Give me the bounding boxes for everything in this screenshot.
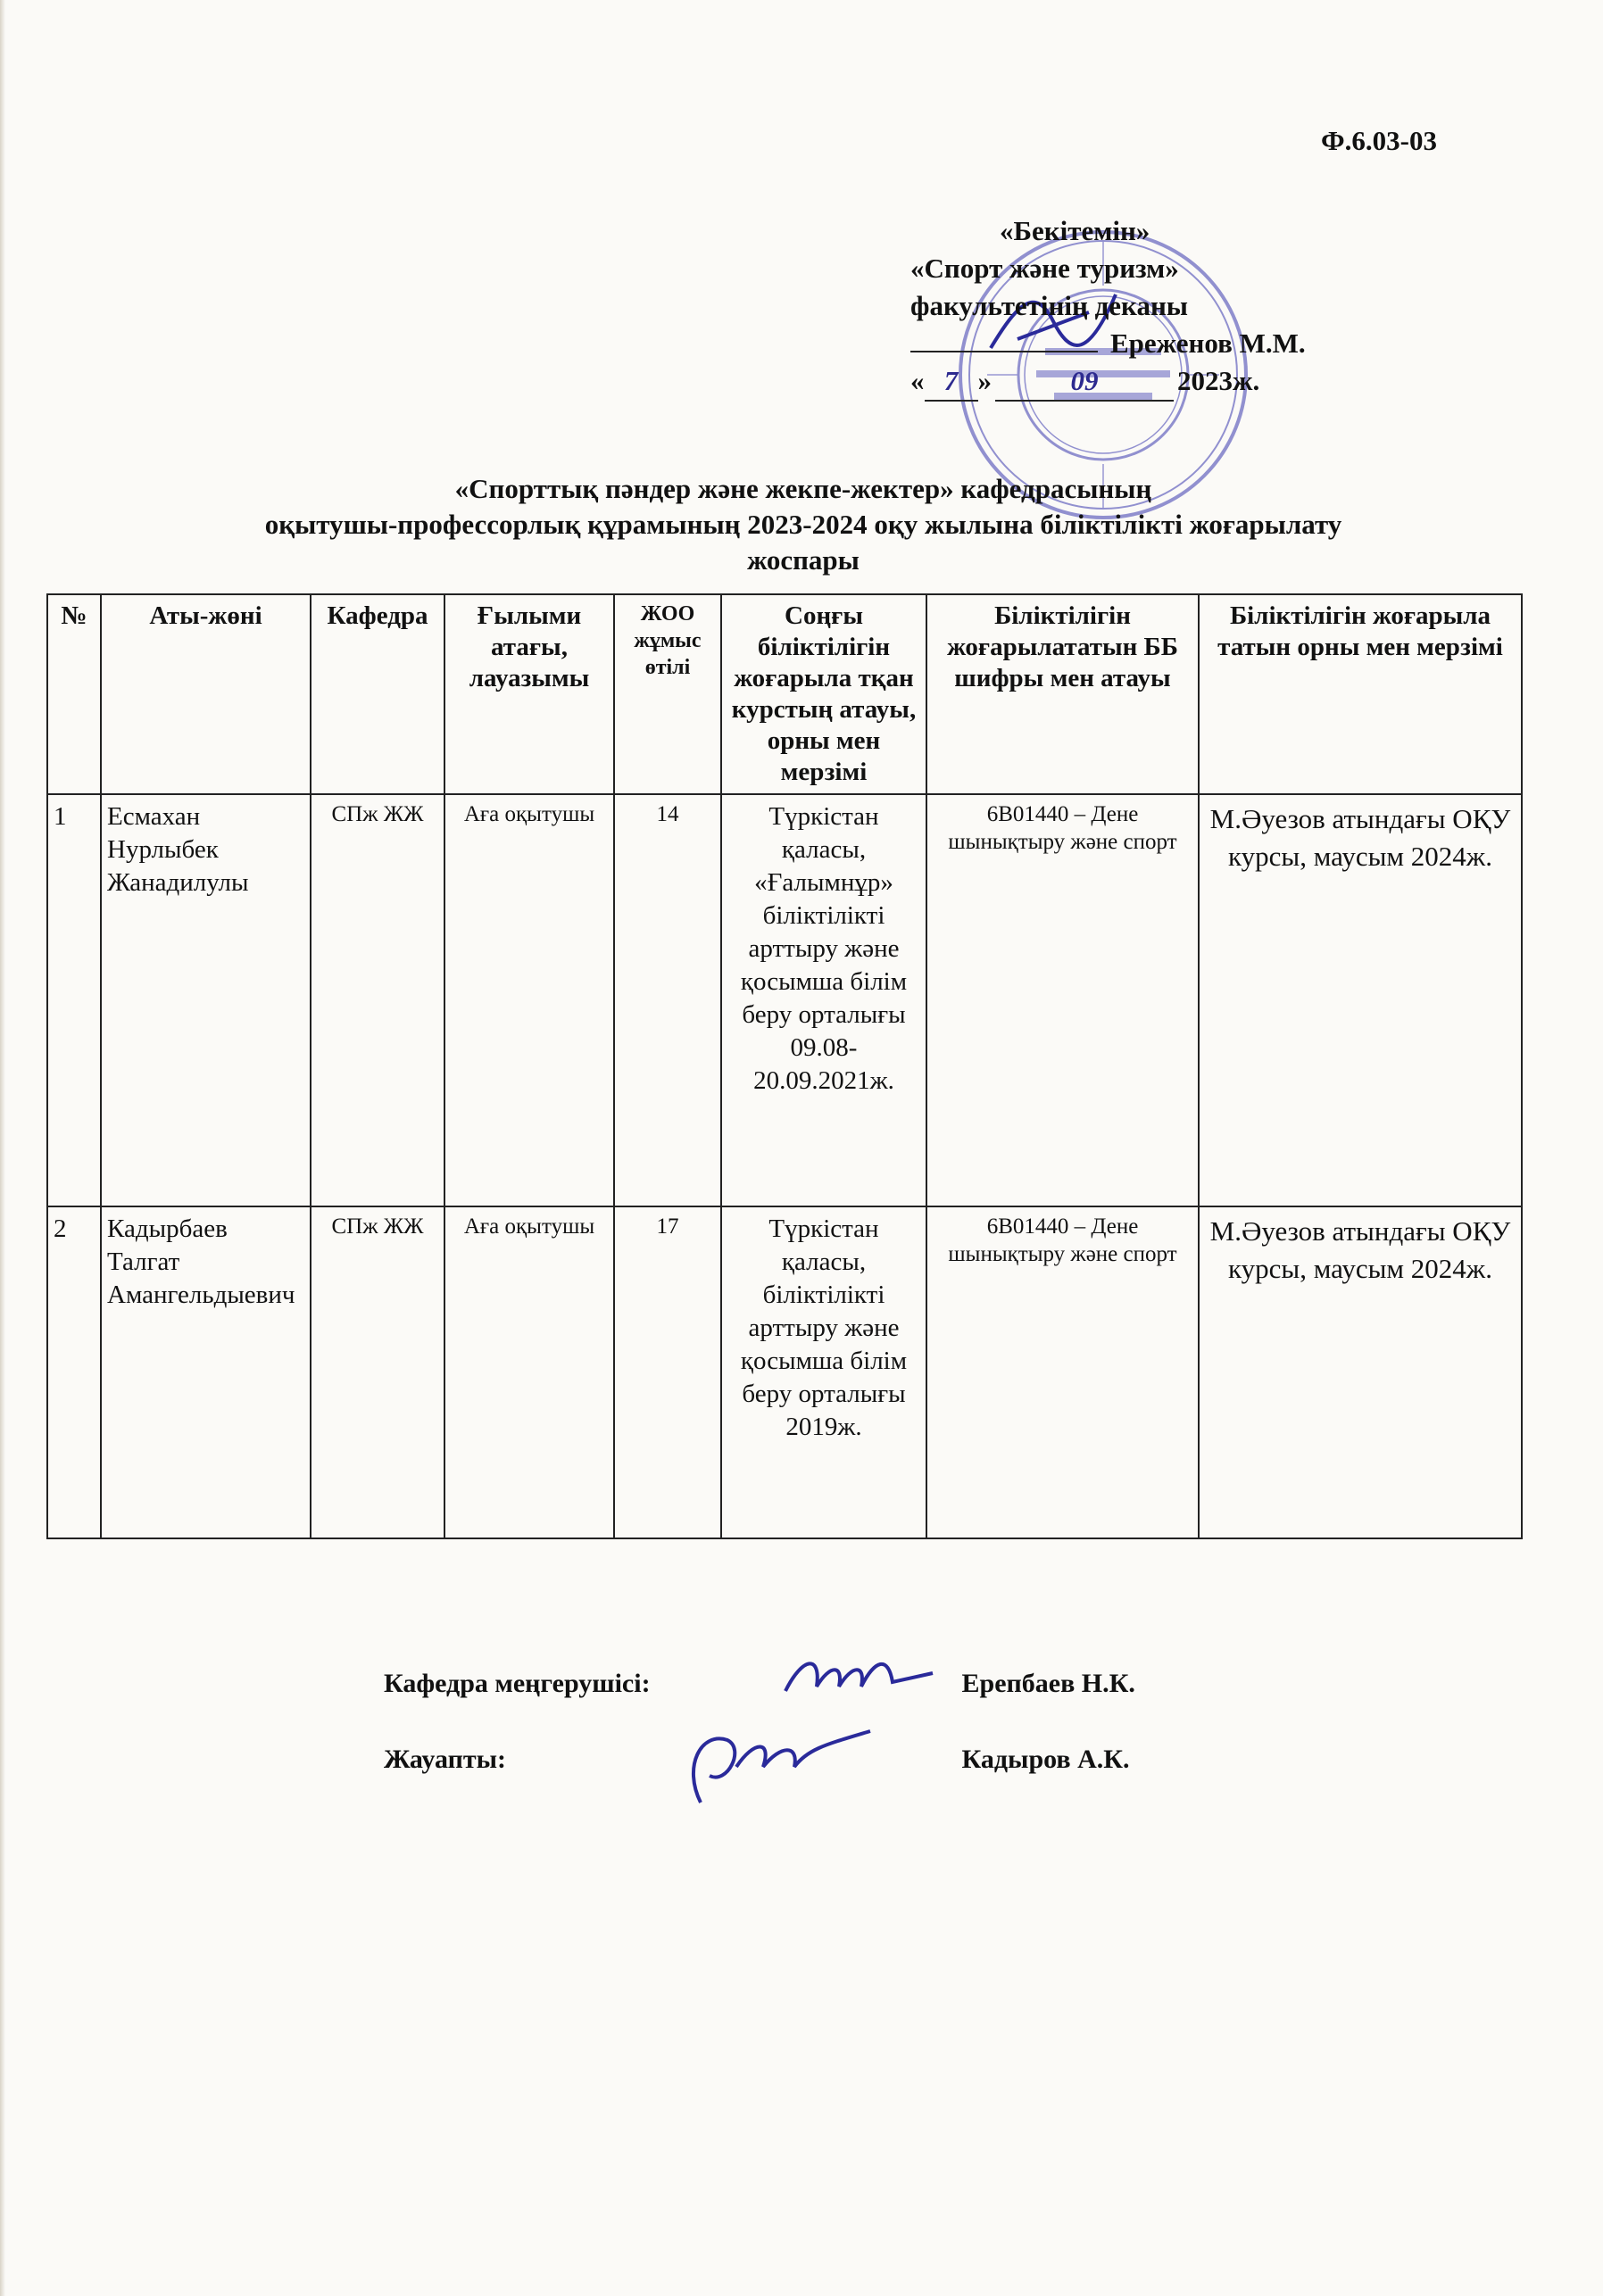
approval-faculty: «Спорт және туризм» [910,253,1179,284]
approval-block [910,212,1375,402]
row-last-course: Түркістан қаласы, «Ғалымнұр» біліктілікті арттыру және қосымша білім беру орталығы 09.08-20.09.2021ж. [721,794,926,1206]
head-label: Кафедра меңгерушісі: [384,1669,651,1698]
form-code: Ф.6.03-03 [1321,125,1437,156]
qualification-plan-table [46,593,1523,1539]
row-experience: 14 [614,794,721,1206]
approval-heading: «Бекітемін» [1000,215,1150,246]
header-department: Кафедра [311,594,444,794]
table-row [47,794,1522,1206]
row-experience: 17 [614,1206,721,1538]
row-last-course: Түркістан қаласы, біліктілікті арттыру және қосымша білім беру орталығы 2019ж. [721,1206,926,1538]
header-position: Ғылыми атағы, лауазымы [444,594,614,794]
row-place-term: М.Әуезов атындағы ОҚУ курсы, маусым 2024ж. [1199,1206,1522,1538]
footer-responsible [384,1745,1130,1775]
header-program: Біліктілігін жоғарылататын ББ шифры мен атауы [926,594,1199,794]
approval-month: 09 [995,362,1174,402]
row-program: 6В01440 – Дене шынықтыру және спорт [926,1206,1199,1538]
date-close-quote: » [977,365,992,396]
table-row [47,1206,1522,1538]
row-position: Аға оқытушы [444,1206,614,1538]
approval-date [910,362,1375,402]
row-number: 1 [47,794,101,1206]
responsible-name: Кадыров А.К. [961,1745,1130,1774]
header-place-term: Біліктілігін жоғарыла татын орны мен мерзімі [1199,594,1522,794]
row-number: 2 [47,1206,101,1538]
row-department: СПж ЖЖ [311,1206,444,1538]
footer-head [384,1669,1135,1699]
row-program: 6В01440 – Дене шынықтыру және спорт [926,794,1199,1206]
document-title [134,471,1473,578]
approval-dean-name: Ереженов М.М. [1110,327,1306,359]
responsible-label: Жауапты: [384,1745,507,1774]
scan-edge [0,0,5,2296]
signature-line [910,326,1098,352]
row-department: СПж ЖЖ [311,794,444,1206]
title-line-3: жоспары [747,544,860,576]
approval-day: 7 [925,362,978,402]
header-experience: ЖОО жұмыс өтілі [614,594,721,794]
row-name: Есмахан Нурлыбек Жанадилулы [101,794,311,1206]
row-position: Аға оқытушы [444,794,614,1206]
title-line-1: «Спорттық пәндер және жекпе-жектер» кафедрасының [454,473,1152,504]
title-line-2: оқытушы-профессорлық құрамының 2023-2024 оқу жылына біліктілікті жоғарылату [264,509,1342,540]
head-name: Ерепбаев Н.К. [961,1669,1135,1698]
header-last-course: Соңғы біліктілігін жоғарыла тқан курстың атауы, орны мен мерзімі [721,594,926,794]
date-open-quote: « [910,365,925,396]
approval-dean-line [910,325,1375,362]
header-number: № [47,594,101,794]
approval-dean-title: факультетінің деканы [910,290,1189,321]
header-name: Аты-жөні [101,594,311,794]
table-header-row [47,594,1522,794]
row-place-term: М.Әуезов атындағы ОҚУ курсы, маусым 2024ж. [1199,794,1522,1206]
approval-year: 2023ж. [1177,365,1260,396]
row-name: Кадырбаев Талгат Амангельдыевич [101,1206,311,1538]
